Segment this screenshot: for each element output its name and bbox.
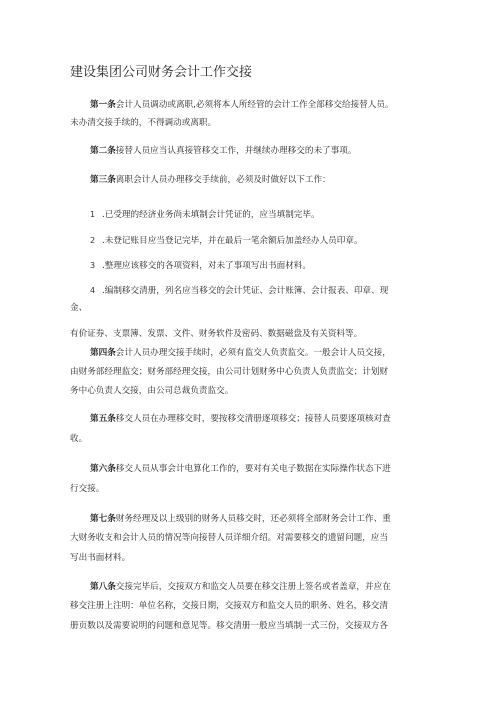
list-item <box>90 209 320 221</box>
paragraph-line <box>90 99 394 111</box>
article-label: 第一条 <box>90 100 116 110</box>
paragraph-line <box>90 581 391 593</box>
article-text: 写出书面材料。 <box>70 553 131 563</box>
list-item-text: 有价证券、支票簿、发票、文件、财务软件及密码、数据磁盘及有关资料等。 <box>70 329 363 339</box>
article-label: 第六条 <box>90 464 116 474</box>
article-text: 会计人员办理交接手续时，必须有监交人负责监交。一般会计人员交接， <box>115 348 391 358</box>
paragraph-line <box>70 366 388 378</box>
list-item <box>90 285 388 297</box>
list-item-text: .编制移交清册，列名应当移交的会计凭证、会计账簿、会计报表、印章、现 <box>102 286 389 296</box>
paragraph-line <box>70 552 130 564</box>
article-text: 财务经理及以上级别的财务人员移交时，还必须将全部财务会计工作、重 <box>115 514 391 524</box>
article-text: 会计人员调动或离职,必须将本人所经管的会计工作全部移交给接替人员。 <box>115 100 394 110</box>
article-text: 册页数以及需要说明的问题和意见等。移交清册一般应当填制一式三份，交接双方各 <box>70 621 388 631</box>
paragraph-line <box>90 347 391 359</box>
article-text: 大财务收支和会计人员的情况等向接替人员详细介绍。对需要移交的遗留问题，应当 <box>70 533 388 543</box>
article-text: 收。 <box>70 434 88 444</box>
article-text: 接替人员应当认真接管移交工作，并继续办理移交的未了事项。 <box>115 146 357 156</box>
paragraph-line <box>90 145 356 157</box>
article-text: 未办清交接手续的，不得调动或离职。 <box>70 118 217 128</box>
paragraph-line <box>70 385 233 397</box>
list-item-number: 4 <box>90 286 96 295</box>
list-item-continuation <box>70 302 87 314</box>
document-title: 建设集团公司财务会计工作交接 <box>70 65 253 80</box>
article-text: 行交接。 <box>70 484 105 494</box>
article-label: 第四条 <box>90 348 116 358</box>
list-item-number: 1 <box>90 210 96 219</box>
article-text: 务中心负责人交接，由公司总裁负责监交。 <box>70 386 234 396</box>
paragraph-line <box>70 328 362 340</box>
paragraph-line <box>70 433 87 445</box>
article-text: 移交人员在办理移交时，要按移交清册逐项移交；接替人员要逐项核对查 <box>115 414 391 424</box>
paragraph-line <box>70 117 216 129</box>
list-item-text: 金、 <box>70 303 88 313</box>
list-item-number: 3 <box>90 261 96 270</box>
article-label: 第五条 <box>90 414 116 424</box>
article-label: 第三条 <box>90 175 116 185</box>
article-text: 交接完毕后，交接双方和监交人员要在移交注册上签名或者盖章，并应在 <box>115 582 391 592</box>
list-item-text: .未登记账目应当登记完毕，并在最后一笔余额后加盖经办人员印章。 <box>102 236 363 246</box>
article-text: 移交注册上注明：单位名称，交接日期，交接双方和监交人员的职务、姓名，移交清 <box>70 601 388 611</box>
paragraph-line <box>70 532 388 544</box>
article-text: 由财务部经理监交；财务部经理交接，由公司计划财务中心负责人负责监交；计划财 <box>70 367 388 377</box>
paragraph-line <box>70 600 388 612</box>
paragraph-line <box>90 174 331 186</box>
list-item-number: 2 <box>90 236 96 245</box>
article-text: 移交人员从事会计电算化工作的，要对有关电子数据在实际操作状态下进 <box>115 464 391 474</box>
article-label: 第二条 <box>90 146 116 156</box>
list-item <box>90 235 363 247</box>
article-text: 离职会计人员办理移交手续前，必须及时做好以下工作： <box>115 175 331 185</box>
list-item-text: .已受理的经济业务尚未填制会计凭证的，应当填制完毕。 <box>102 210 320 220</box>
paragraph-line <box>90 463 391 475</box>
paragraph-line <box>70 620 388 632</box>
article-label: 第八条 <box>90 582 116 592</box>
list-item-text: .整理应该移交的各项资料，对未了事项写出书面材料。 <box>102 261 311 271</box>
article-label: 第七条 <box>90 514 116 524</box>
paragraph-line <box>90 513 391 525</box>
list-item <box>90 260 311 272</box>
paragraph-line <box>70 483 104 495</box>
paragraph-line <box>90 413 391 425</box>
